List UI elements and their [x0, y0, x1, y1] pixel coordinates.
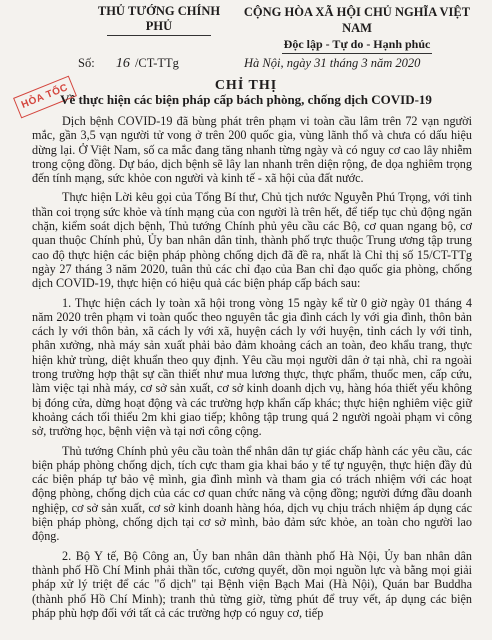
paragraph: Dịch bệnh COVID-19 đã bùng phát trên phạm vi toàn cầu lâm trên 72 vạn người mắc, gần 3,5 vạn người tử vong ở trên 200 quốc gia, vùng lãnh thổ và chưa có dấu hiệu dừng lại. Ở Việt Nam, số ca mắc đang tăng nhanh từng ngày và có nguy cơ cao lây nhiễm trong cộng đồng. Dự báo, dịch bệnh sẽ lây lan nhanh trên diện rộng, đe dọa nghiêm trọng đến tính mạng, sức khỏe con người và kinh tế - xã hội của đất nước.: [32, 114, 472, 186]
document-subject: Về thực hiện các biện pháp cấp bách phòng, chống dịch COVID-19: [60, 92, 432, 107]
national-header: [232, 4, 482, 54]
document-body: [32, 114, 472, 625]
national-motto: Độc lập - Tự do - Hạnh phúc: [283, 37, 431, 51]
authority-name: THỦ TƯỚNG CHÍNH PHỦ: [97, 4, 221, 33]
document-number: [78, 56, 179, 72]
number-prefix: Số:: [78, 56, 95, 70]
paragraph: 2. Bộ Y tế, Bộ Công an, Ủy ban nhân dân thành phố Hà Nội, Ủy ban nhân dân thành phố Hồ Chí Minh phải thần tốc, cương quyết, dồn mọi nguồn lực và bằng mọi giải pháp xử lý triệt để các "ổ dịch" tại Bệnh viện Bạch Mai (Hà Nội), Quán bar Buddha (thành phố Hồ Chí Minh); tranh thủ từng giờ, từng phút để truy vết, áp dụng các biện pháp phù hợp đối với tất cả các trường hợp có nguy cơ, tiếp: [32, 548, 472, 620]
urgent-stamp: HỎA TỐC: [13, 76, 77, 119]
place-date: Hà Nội, ngày 31 tháng 3 năm 2020: [244, 56, 421, 70]
paragraph: 1. Thực hiện cách ly toàn xã hội trong vòng 15 ngày kể từ 0 giờ ngày 01 tháng 4 năm 2020 trên phạm vi toàn quốc theo nguyên tắc gia đình cách ly với gia đình, thôn bản cách ly với thôn bản, xã cách ly với xã, huyện cách ly với huyện, tỉnh cách ly với tỉnh, phân xưởng, nhà máy sản xuất phải bảo đảm khoảng cách an toàn, đeo khẩu trang, thực hiện khử trùng, diệt khuẩn theo quy định. Yêu cầu mọi người dân ở tại nhà, chỉ ra ngoài trong trường hợp thật sự cần thiết như mua lương thực, thực phẩm, thuốc men, cấp cứu, làm việc tại nhà máy, cơ sở sản xuất, cơ sở kinh doanh dịch vụ, hàng hóa thiết yếu không bị đóng cửa, dừng hoạt động và các trường hợp khẩn cấp khác; thực hiện nghiêm việc giữ khoảng cách tối thiểu 2m khi giao tiếp; không tập trung quá 2 người ngoài phạm vi công sở, trường học, bệnh viện và tại nơi công cộng.: [32, 295, 472, 439]
number-suffix: /CT-TTg: [134, 56, 179, 70]
issuing-authority: [84, 4, 234, 36]
country-name: CỘNG HÒA XÃ HỘI CHỦ NGHĨA VIỆT NAM: [243, 5, 471, 35]
motto-underline: [282, 53, 432, 54]
document-type: CHỈ THỊ: [214, 78, 278, 93]
number-handwritten: 16: [115, 56, 130, 71]
paragraph: Thực hiện Lời kêu gọi của Tổng Bí thư, Chủ tịch nước Nguyễn Phú Trọng, với tinh thần coi trọng sức khỏe và tính mạng của con người là trên hết, để tiếp tục chủ động ngăn chặn, kiểm soát dịch bệnh, Thủ tướng Chính phủ yêu cầu các Bộ, cơ quan ngang bộ, cơ quan thuộc Chính phủ, Ủy ban nhân dân tỉnh, thành phố trực thuộc Trung ương tập trung cao độ thực hiện các biện pháp phòng chống dịch đã đề ra, nhất là Chỉ thị số 15/CT-TTg ngày 27 tháng 3 năm 2020, tuân thủ các chỉ đạo của Ban chỉ đạo quốc gia phòng, chống dịch COVID-19, thực hiện có hiệu quả các biện pháp cấp bách sau:: [32, 190, 472, 291]
paragraph: Thủ tướng Chính phủ yêu cầu toàn thể nhân dân tự giác chấp hành các yêu cầu, các biện pháp phòng chống dịch, tích cực tham gia khai báo y tế tự nguyện, thực hiện đầy đủ các biện pháp tự bảo vệ mình, gia đình mình và tham gia có trách nhiệm với các hoạt động phòng, chống dịch của các cơ quan chức năng và cộng đồng; người đứng đầu doanh nghiệp, cơ sở sản xuất, cơ sở kinh doanh hàng hóa, dịch vụ chịu trách nhiệm áp dụng các biện pháp phòng, chống dịch tại cơ sở mình, bảo đảm sức khỏe, an toàn cho người lao động.: [32, 443, 472, 544]
authority-underline: [107, 35, 211, 36]
